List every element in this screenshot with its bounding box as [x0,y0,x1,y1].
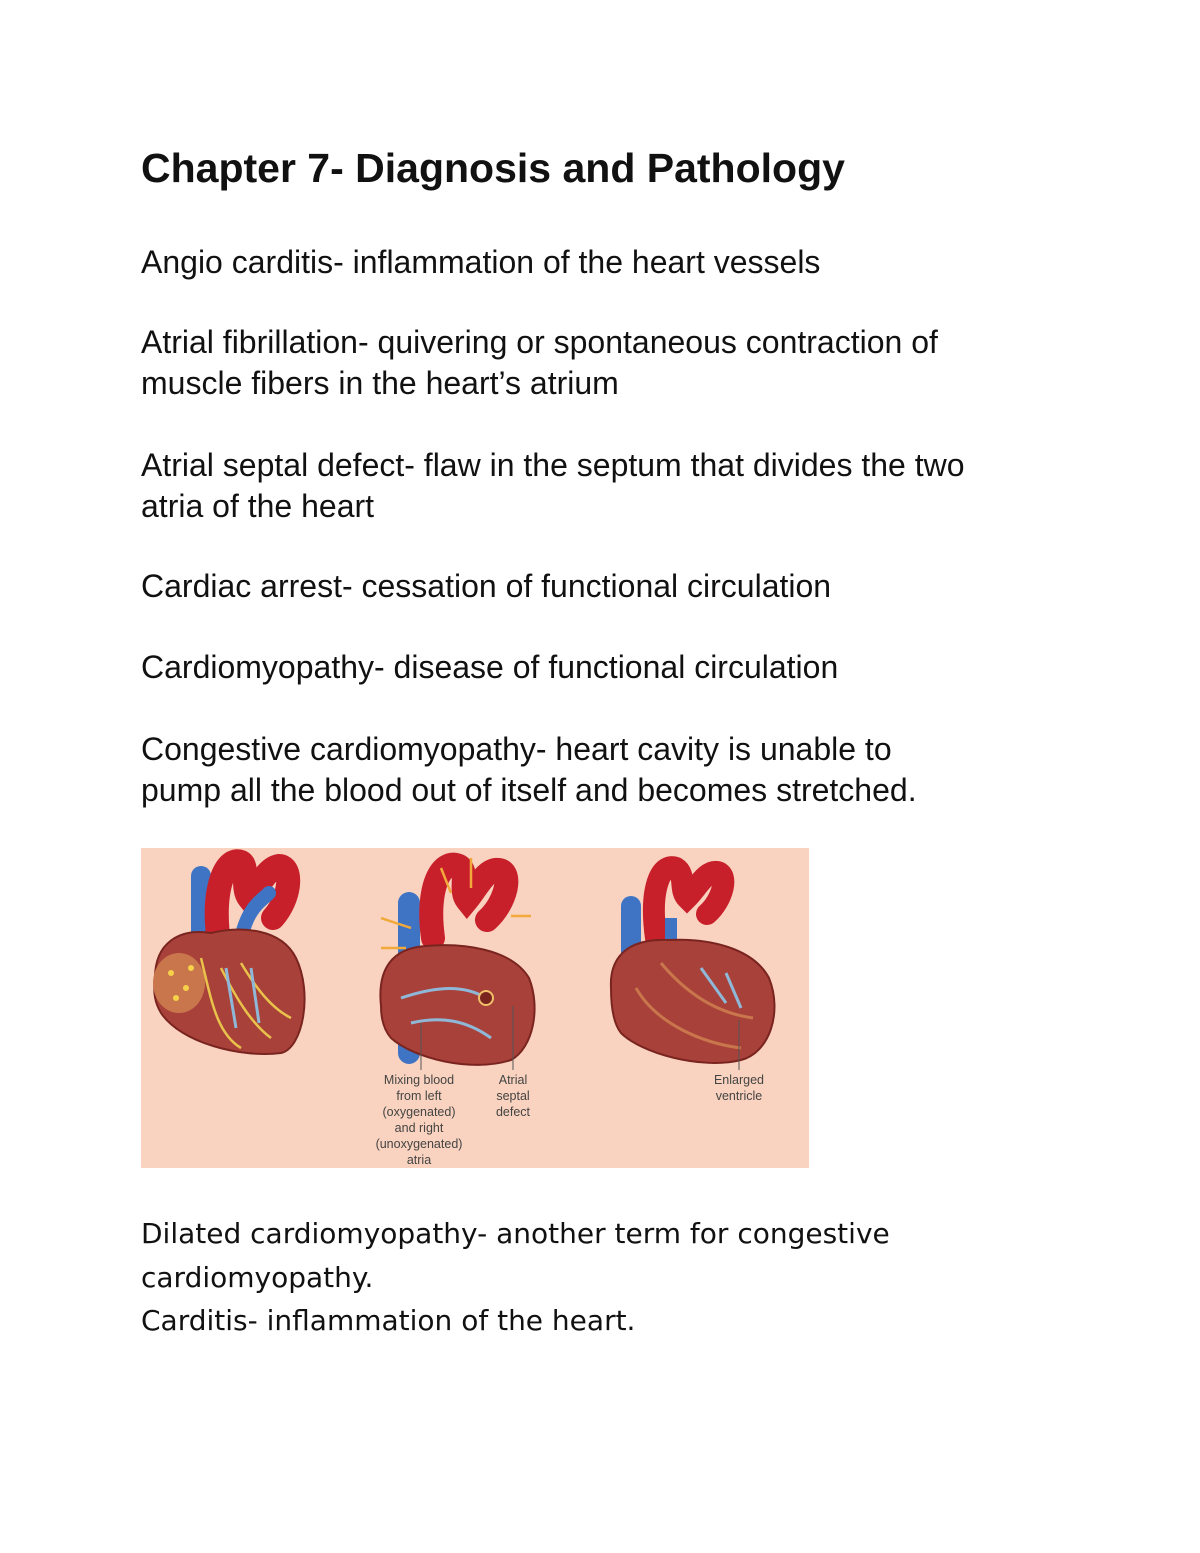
entry-atrial-septal-defect [141,445,1101,527]
heart-illustration-fibrillation [153,861,305,1054]
entry-dilated-cardiomyopathy-line2: cardiomyopathy. [141,1261,374,1294]
entry-cardiomyopathy [141,647,1101,688]
entry-angio-carditis [141,242,1101,283]
entry-line: Congestive cardiomyopathy- heart cavity is unable to [141,731,892,767]
entry-line: Cardiac arrest- cessation of functional circulation [141,568,832,604]
caption-atrial-septal-defect: Atrial septal defect [495,1073,531,1119]
entry-cardiac-arrest [141,566,1101,607]
heart-illustration-septal-defect [380,858,534,1070]
heart-illustrations-figure [141,848,809,1168]
entry-line: muscle fibers in the heart’s atrium [141,365,619,401]
entry-carditis: Carditis- inflammation of the heart. [141,1304,636,1337]
entry-line: Angio carditis- inflammation of the heart vessels [141,244,821,280]
page-title: Chapter 7- Diagnosis and Pathology [141,145,845,191]
entry-congestive-cardiomyopathy [141,729,1101,811]
entry-line: Atrial fibrillation- quivering or spontaneous contraction of [141,324,938,360]
entry-atrial-fibrillation [141,322,1101,404]
caption-enlarged-ventricle: Enlarged ventricle [713,1073,765,1103]
entry-dilated-cardiomyopathy-line1: Dilated cardiomyopathy- another term for congestive [141,1217,890,1250]
heart-illustration-enlarged-ventricle [611,867,775,1070]
entry-line: Cardiomyopathy- disease of functional circulation [141,649,839,685]
entry-line: pump all the blood out of itself and becomes stretched. [141,772,917,808]
entry-line: Atrial septal defect- flaw in the septum that divides the two [141,447,965,483]
caption-mixing-blood: Mixing blood from left (oxygenated) and right (unoxygenated) atria [375,1073,463,1167]
entry-line: atria of the heart [141,488,375,524]
